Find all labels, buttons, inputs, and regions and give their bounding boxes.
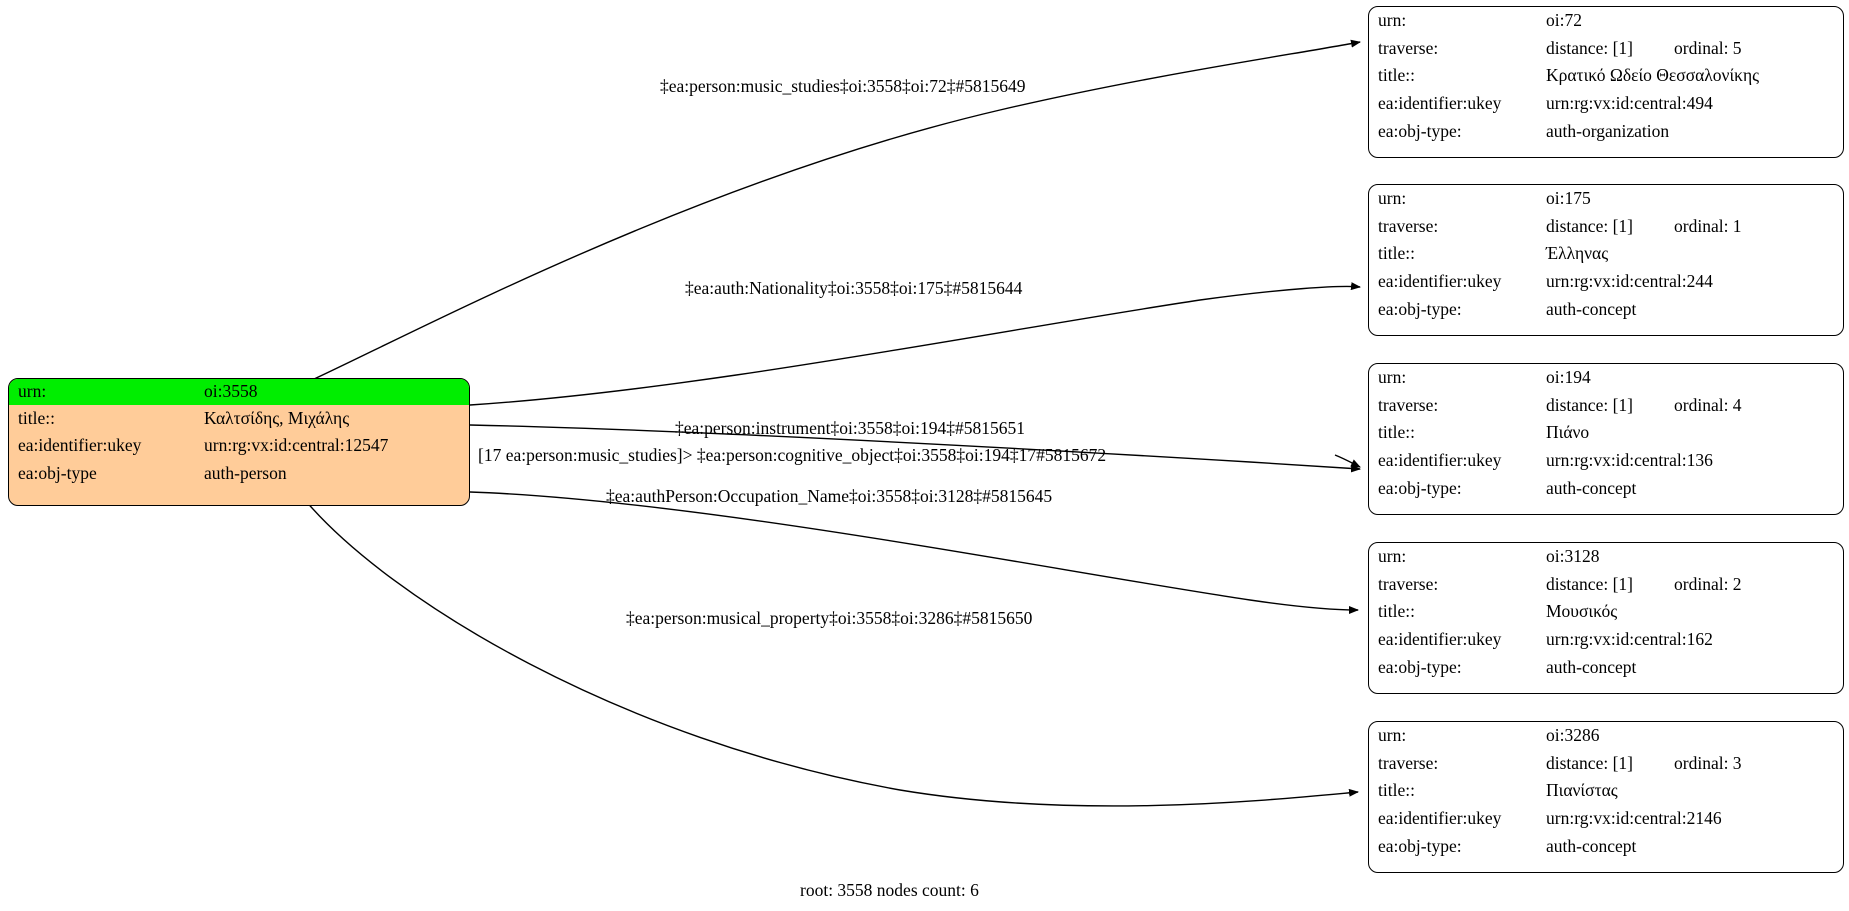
node-field-ukey-value: urn:rg:vx:id:central:494 (1546, 92, 1713, 113)
node-field-traverse-key: traverse: (1378, 37, 1439, 58)
node-field-urn (1369, 185, 1843, 213)
edge-label-instrument: ‡ea:person:instrument‡oi:3558‡oi:194‡#5815651 (675, 418, 1025, 438)
node-field-objtype-value: auth-concept (1546, 656, 1637, 677)
node-field-urn-value: oi:194 (1546, 367, 1591, 387)
node-field-urn-key: urn: (1378, 546, 1407, 566)
node-field-ukey-value: urn:rg:vx:id:central:2146 (1546, 807, 1722, 828)
node-field-title-value: Έλληνας (1546, 243, 1609, 264)
node-field-urn-value: oi:3286 (1546, 725, 1600, 745)
node-field-traverse (1369, 750, 1843, 778)
node-field-traverse-value (1546, 571, 1843, 599)
root-field-ukey (9, 432, 469, 460)
node-field-ukey-key: ea:identifier:ukey (1378, 92, 1502, 113)
node-root-oi-3558[interactable] (8, 378, 470, 506)
node-field-title-key: title:: (1378, 601, 1415, 622)
edge-path-nationality (470, 287, 1360, 405)
node-field-ukey-key: ea:identifier:ukey (1378, 449, 1502, 470)
edge-path-occupation-name (470, 492, 1358, 610)
node-field-objtype (1369, 654, 1843, 682)
node-field-objtype-key: ea:obj-type: (1378, 656, 1462, 677)
node-field-objtype-value: auth-concept (1546, 477, 1637, 498)
node-field-title-value: Πιανίστας (1546, 780, 1618, 801)
edge-path-cognitive-object (1335, 455, 1360, 467)
node-field-title-key: title:: (1378, 243, 1415, 264)
root-field-ukey-key: ea:identifier:ukey (18, 435, 142, 456)
node-field-ukey (1369, 90, 1843, 118)
node-field-objtype-value: auth-concept (1546, 835, 1637, 856)
node-oi-72[interactable] (1368, 6, 1844, 158)
node-field-objtype (1369, 118, 1843, 146)
node-field-traverse-distance: distance: [1] (1546, 573, 1633, 594)
node-field-urn-key: urn: (1378, 725, 1407, 745)
node-field-title-value: Πιάνο (1546, 422, 1590, 443)
node-field-title-key: title:: (1378, 780, 1415, 801)
node-field-urn-key: urn: (1378, 367, 1407, 387)
node-field-objtype (1369, 833, 1843, 861)
node-field-urn-key: urn: (1378, 188, 1407, 208)
node-field-traverse (1369, 392, 1843, 420)
node-field-traverse-key: traverse: (1378, 394, 1439, 415)
node-field-traverse-distance: distance: [1] (1546, 394, 1633, 415)
node-field-traverse-ordinal: ordinal: 4 (1674, 394, 1742, 415)
node-field-traverse-ordinal: ordinal: 5 (1674, 37, 1742, 58)
graph-footer-caption: root: 3558 nodes count: 6 (800, 880, 979, 900)
node-field-ukey-value: urn:rg:vx:id:central:244 (1546, 270, 1713, 291)
node-field-title (1369, 240, 1843, 268)
node-field-urn-key: urn: (1378, 10, 1407, 30)
node-field-ukey (1369, 805, 1843, 833)
node-field-traverse-distance: distance: [1] (1546, 215, 1633, 236)
node-oi-3286[interactable] (1368, 721, 1844, 873)
node-field-traverse-value (1546, 213, 1843, 241)
node-field-objtype-key: ea:obj-type: (1378, 835, 1462, 856)
node-field-urn-value: oi:175 (1546, 188, 1591, 208)
root-field-ukey-value: urn:rg:vx:id:central:12547 (204, 435, 389, 456)
node-field-title-key: title:: (1378, 65, 1415, 86)
node-field-ukey (1369, 268, 1843, 296)
node-field-urn (1369, 7, 1843, 35)
node-field-urn-value: oi:72 (1546, 10, 1582, 30)
node-field-traverse-key: traverse: (1378, 215, 1439, 236)
node-field-ukey-key: ea:identifier:ukey (1378, 807, 1502, 828)
root-field-objtype-key: ea:obj-type (18, 462, 97, 483)
node-field-ukey (1369, 447, 1843, 475)
node-field-objtype-value: auth-concept (1546, 298, 1637, 319)
node-field-traverse-value (1546, 392, 1843, 420)
root-field-title (9, 405, 469, 433)
root-field-objtype-value: auth-person (204, 462, 287, 483)
node-field-objtype-key: ea:obj-type: (1378, 298, 1462, 319)
edge-label-occupation-name: ‡ea:authPerson:Occupation_Name‡oi:3558‡oi:3128‡#5815645 (606, 486, 1053, 506)
node-field-urn (1369, 364, 1843, 392)
node-field-title (1369, 62, 1843, 90)
root-field-urn-key: urn: (9, 379, 204, 405)
node-field-ukey (1369, 626, 1843, 654)
node-field-traverse-ordinal: ordinal: 3 (1674, 752, 1742, 773)
edge-label-music-studies: ‡ea:person:music_studies‡oi:3558‡oi:72‡#5815649 (660, 76, 1026, 96)
node-field-traverse-distance: distance: [1] (1546, 752, 1633, 773)
node-field-ukey-key: ea:identifier:ukey (1378, 628, 1502, 649)
node-field-traverse-ordinal: ordinal: 1 (1674, 215, 1742, 236)
edge-label-nationality: ‡ea:auth:Nationality‡oi:3558‡oi:175‡#5815644 (685, 278, 1023, 298)
edge-path-musical-property (305, 500, 1358, 806)
node-field-traverse-key: traverse: (1378, 573, 1439, 594)
node-field-objtype-key: ea:obj-type: (1378, 477, 1462, 498)
root-field-objtype (9, 460, 469, 488)
root-field-urn-value: oi:3558 (204, 379, 469, 405)
node-field-title (1369, 419, 1843, 447)
edge-label-musical-property: ‡ea:person:musical_property‡oi:3558‡oi:3286‡#5815650 (626, 608, 1033, 628)
node-oi-175[interactable] (1368, 184, 1844, 336)
node-field-urn (1369, 722, 1843, 750)
node-field-title-value: Μουσικός (1546, 601, 1618, 622)
node-field-traverse (1369, 35, 1843, 63)
node-field-traverse-value (1546, 750, 1843, 778)
node-field-traverse-distance: distance: [1] (1546, 37, 1633, 58)
node-field-ukey-key: ea:identifier:ukey (1378, 270, 1502, 291)
node-field-ukey-value: urn:rg:vx:id:central:136 (1546, 449, 1713, 470)
node-field-traverse-key: traverse: (1378, 752, 1439, 773)
root-field-title-key: title:: (18, 407, 55, 428)
root-field-title-value: Καλτσίδης, Μιχάλης (204, 407, 350, 428)
node-field-traverse-ordinal: ordinal: 2 (1674, 573, 1742, 594)
node-field-objtype (1369, 475, 1843, 503)
node-oi-3128[interactable] (1368, 542, 1844, 694)
node-field-objtype (1369, 296, 1843, 324)
node-field-traverse (1369, 213, 1843, 241)
node-field-objtype-key: ea:obj-type: (1378, 120, 1462, 141)
node-field-objtype-value: auth-organization (1546, 120, 1670, 141)
node-field-title (1369, 777, 1843, 805)
node-field-title (1369, 598, 1843, 626)
node-field-title-value: Κρατικό Ωδείο Θεσσαλονίκης (1546, 65, 1760, 86)
node-field-urn (1369, 543, 1843, 571)
node-field-traverse-value (1546, 35, 1843, 63)
node-oi-194[interactable] (1368, 363, 1844, 515)
edge-label-cognitive-object: [17 ea:person:music_studies]> ‡ea:person:cognitive_object‡oi:3558‡oi:194‡17#5815672 (478, 445, 1107, 465)
node-field-title-key: title:: (1378, 422, 1415, 443)
node-field-urn-value: oi:3128 (1546, 546, 1600, 566)
node-field-ukey-value: urn:rg:vx:id:central:162 (1546, 628, 1713, 649)
root-field-urn (9, 379, 469, 405)
node-field-traverse (1369, 571, 1843, 599)
